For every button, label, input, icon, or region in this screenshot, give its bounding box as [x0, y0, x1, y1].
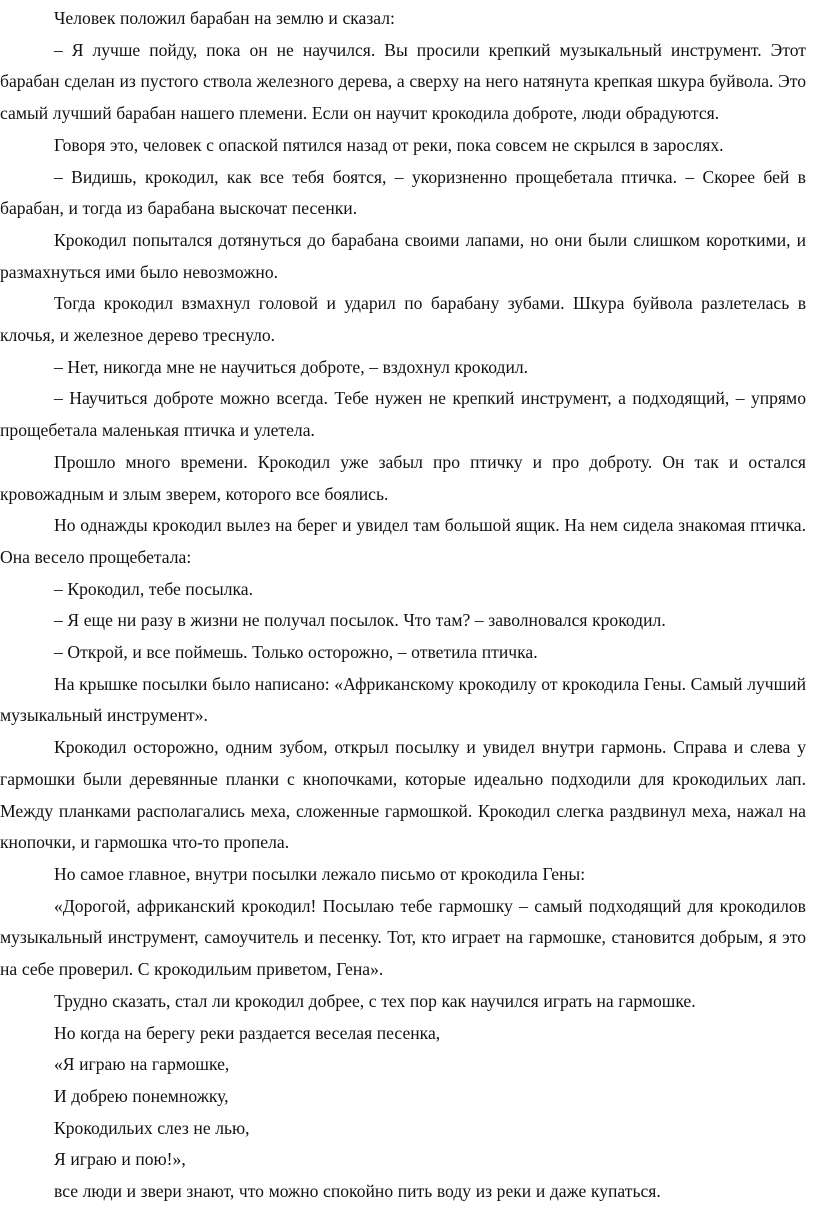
paragraph: – Научиться доброте можно всегда. Тебе нужен не крепкий инструмент, а подходящий, – упрямо прощебетала маленькая птичка и улетела.: [0, 388, 806, 441]
paragraph: Говоря это, человек с опаской пятился назад от реки, пока совсем не скрылся в зарослях.: [54, 134, 724, 155]
paragraph: – Видишь, крокодил, как все тебя боятся, – укоризненно прощебетала птичка. – Скорее бей в барабан, и тогда из барабана выскочат песенки.: [0, 166, 806, 219]
paragraph: Крокодил попытался дотянуться до барабана своими лапами, но они были слишком короткими, и размахнуться ими было невозможно.: [0, 229, 806, 282]
poem-line: Крокодильих слез не лью,: [54, 1117, 250, 1138]
paragraph: – Нет, никогда мне не научиться доброте, – вздохнул крокодил.: [54, 356, 529, 377]
paragraph: Трудно сказать, стал ли крокодил добрее, с тех пор как научился играть на гармошке.: [54, 990, 696, 1011]
poem-line: «Я играю на гармошке,: [54, 1054, 230, 1075]
paragraph: все люди и звери знают, что можно спокойно пить воду из реки и даже купаться.: [54, 1181, 661, 1202]
paragraph: «Дорогой, африканский крокодил! Посылаю тебе гармошку – самый подходящий для крокодилов музыкальный инструмент, самоучитель и песенку. Тот, кто играет на гармошке, становится добрым, я это на себе проверил. С крокодильим приветом, Гена».: [0, 895, 806, 980]
paragraph: На крышке посылки было написано: «Африканскому крокодилу от крокодила Гены. Самый лучший музыкальный инструмент».: [0, 673, 806, 726]
paragraph: Но самое главное, внутри посылки лежало письмо от крокодила Гены:: [54, 863, 586, 884]
poem-line: Я играю и пою!»,: [54, 1149, 186, 1170]
paragraph: Но однажды крокодил вылез на берег и увидел там большой ящик. На нем сидела знакомая птичка. Она весело прощебетала:: [0, 515, 806, 567]
paragraph: – Крокодил, тебе посылка.: [54, 578, 253, 599]
paragraph: – Я лучше пойду, пока он не научился. Вы просили крепкий музыкальный инструмент. Этот барабан сделан из пустого ствола железного дерева, а сверху на него натянута крепкая шкура буйвола. Это самый лучший барабан нашего племени. Если он научит крокодила доброте, люди обрадуются.: [0, 39, 806, 124]
poem-line: И добрею понемножку,: [54, 1085, 229, 1106]
paragraph: – Я еще ни разу в жизни не получал посылок. Что там? – заволновался крокодил.: [54, 610, 666, 631]
paragraph: – Открой, и все поймешь. Только осторожно, – ответила птичка.: [54, 642, 538, 663]
paragraph: Но когда на берегу реки раздается веселая песенка,: [54, 1022, 441, 1043]
paragraph: Крокодил осторожно, одним зубом, открыл посылку и увидел внутри гармонь. Справа и слева у гармошки были деревянные планки с кнопочками, которые идеально подходили для крокодильих лап. Между планками располагались меха, сложенные гармошкой. Крокодил слегка раздвинул меха, нажал на кнопочки, и гармошка что-то пропела.: [0, 737, 806, 853]
paragraph: Человек положил барабан на землю и сказал:: [54, 8, 395, 28]
paragraph: Прошло много времени. Крокодил уже забыл про птичку и про доброту. Он так и остался кровожадным и злым зверем, которого все боялись.: [0, 451, 806, 504]
paragraph: Тогда крокодил взмахнул головой и ударил по барабану зубами. Шкура буйвола разлетелась в клочья, и железное дерево треснуло.: [0, 293, 806, 346]
